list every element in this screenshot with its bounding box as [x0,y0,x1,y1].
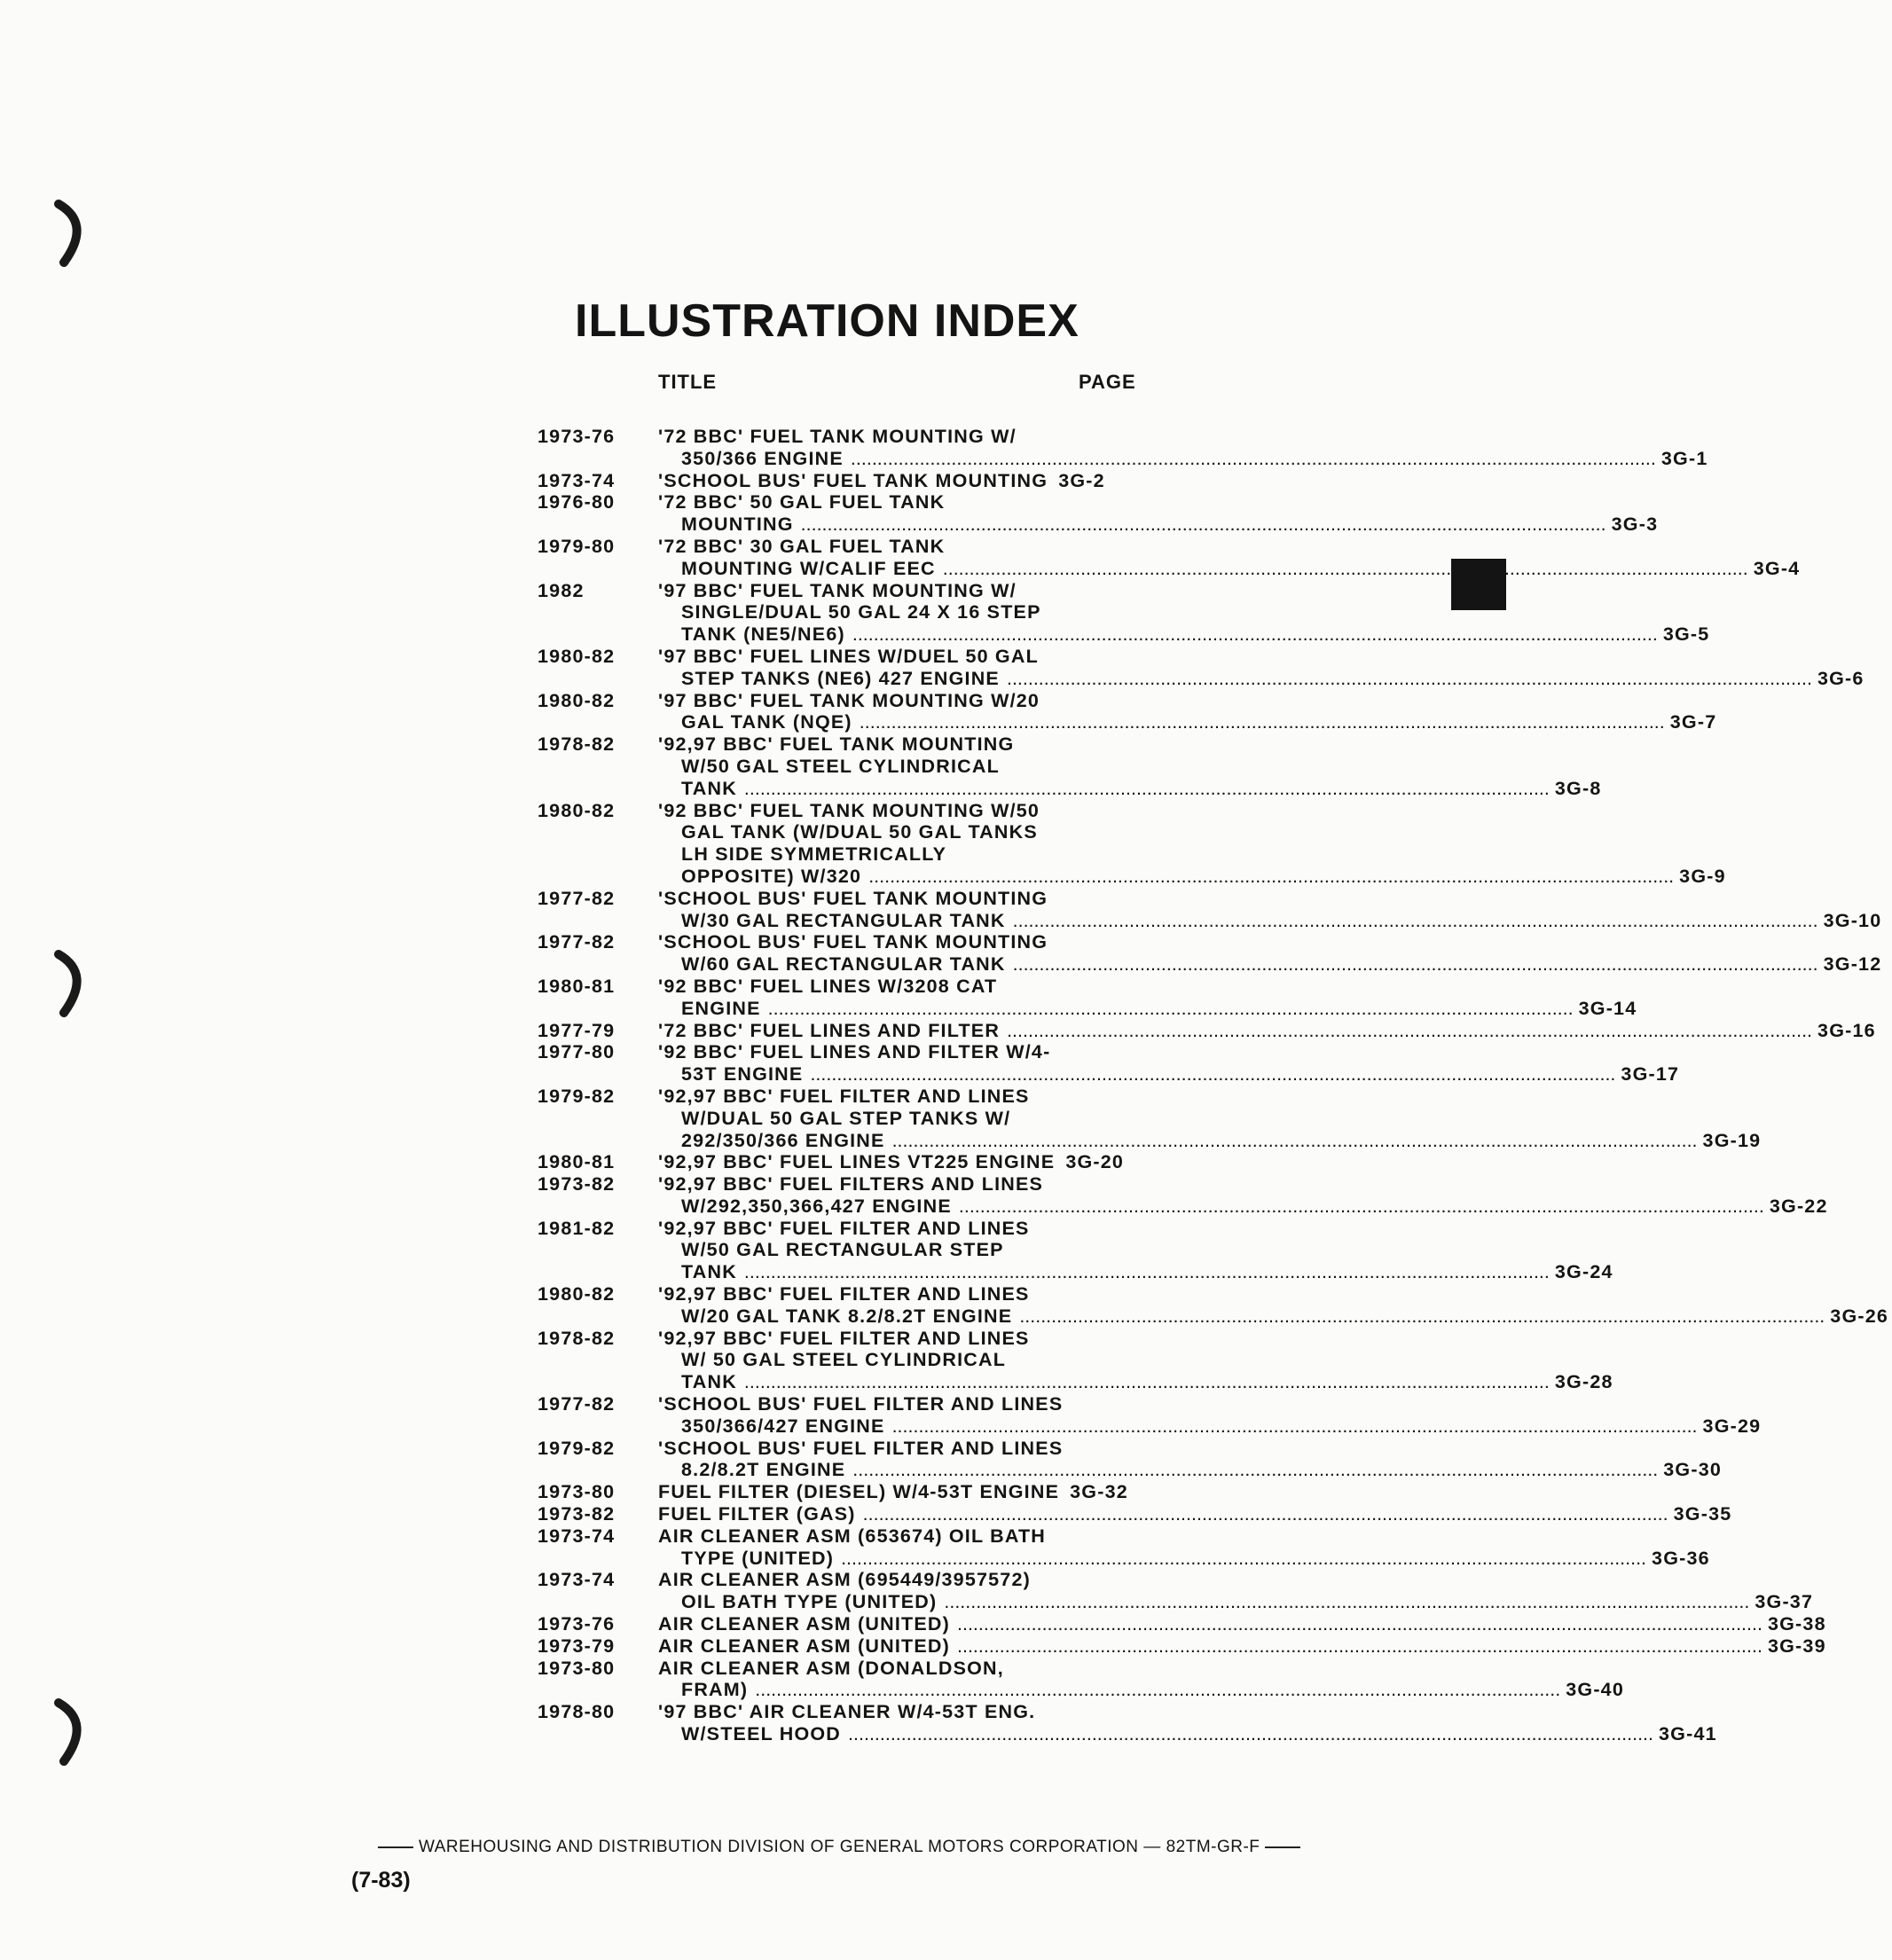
entry-page: 3G-9 [1679,865,1726,887]
entry-title-line: 'SCHOOL BUS' FUEL FILTER AND LINES [658,1437,1064,1459]
binder-hole-mark-top [46,197,99,268]
entry-year: 1977-79 [538,1019,616,1041]
entry-title [658,491,1674,536]
index-entry [538,1217,1613,1283]
index-entry [538,975,1637,1020]
entry-year: 1980-82 [538,689,616,711]
entry-year: 1973-74 [538,469,616,491]
entry-year: 1973-74 [538,1525,616,1547]
entry-year: 1973-74 [538,1569,616,1591]
dot-leader [957,1635,1762,1658]
entry-year: 1982 [538,579,585,601]
entry-title-line: FUEL FILTER (GAS) [658,1503,856,1525]
entry-title-line: AIR CLEANER ASM (DONALDSON, [658,1657,1004,1679]
index-entry [538,1481,1141,1503]
entry-title [658,470,1141,492]
index-entry [538,491,1659,536]
entry-title [658,536,1816,580]
index-entry [538,426,1708,470]
entry-title-line: '92,97 BBC' FUEL FILTER AND LINES [658,1327,1030,1349]
entry-title-line: 'SCHOOL BUS' FUEL TANK MOUNTING [658,887,1048,909]
column-header-title: TITLE [658,371,718,393]
entry-title-line: 'SCHOOL BUS' FUEL TANK MOUNTING [658,469,1048,491]
entry-title-line: W/50 GAL RECTANGULAR STEP [681,1239,1004,1261]
dot-leader [892,1415,1698,1438]
index-entry [538,1173,1828,1218]
entry-page: 3G-40 [1566,1679,1624,1701]
index-entry [538,1437,1723,1482]
entry-page: 3G-30 [1663,1459,1723,1481]
index-entry [538,799,1726,888]
column-header-page: PAGE [1079,371,1136,393]
index-entry [538,1503,1732,1525]
entry-title [658,1020,1880,1042]
index-entry [538,1569,1814,1613]
index-entry [538,1635,1826,1658]
binder-hole-mark-middle [46,947,99,1018]
entry-title-line: SINGLE/DUAL 50 GAL 24 X 16 STEP [681,601,1041,623]
dot-leader [744,778,1550,800]
entry-title-line: 'SCHOOL BUS' FUEL TANK MOUNTING [658,931,1048,953]
dot-leader [801,514,1606,536]
dot-leader [744,1261,1550,1283]
entry-page: 3G-2 [1058,469,1105,491]
dot-leader [1019,1305,1825,1328]
dot-leader [1007,1020,1812,1042]
entry-title-line: TANK [681,1261,737,1283]
entry-title [658,426,1723,470]
entry-title-line: '92,97 BBC' FUEL FILTER AND LINES [658,1217,1030,1239]
entry-title [658,1041,1683,1086]
entry-page: 3G-26 [1830,1305,1889,1327]
entry-year: 1977-80 [538,1041,616,1063]
entry-title [658,1173,1832,1218]
entry-title [658,1701,1721,1745]
entry-page: 3G-17 [1621,1063,1680,1086]
index-entry [538,1393,1762,1438]
binder-hole-mark-bottom [46,1696,99,1767]
entry-page: 3G-19 [1702,1129,1762,1151]
entry-title-line: W/ 50 GAL STEEL CYLINDRICAL [681,1349,1007,1371]
index-entry [538,1613,1826,1635]
entry-year: 1977-82 [538,887,616,909]
entry-title-line: W/DUAL 50 GAL STEP TANKS W/ [681,1107,1011,1129]
entry-title-line: 53T ENGINE [681,1063,804,1086]
entry-page: 3G-28 [1554,1371,1613,1393]
entry-year: 1980-82 [538,799,616,821]
entry-title-line: '92 BBC' FUEL LINES W/3208 CAT [658,975,998,997]
index-entry [538,887,1882,932]
index-entry [538,1019,1876,1042]
entry-title-line: '72 BBC' 50 GAL FUEL TANK [658,491,946,514]
entry-title-line: '72 BBC' FUEL TANK MOUNTING W/ [658,426,1017,447]
entry-title-line: GAL TANK (W/DUAL 50 GAL TANKS [681,821,1038,843]
entry-title-line: FUEL FILTER (DIESEL) W/4-53T ENGINE [658,1481,1060,1503]
entry-page: 3G-20 [1065,1151,1125,1173]
index-entry [538,1085,1762,1151]
index-entry [538,931,1882,976]
entry-year: 1978-82 [538,733,616,756]
dot-leader [755,1679,1560,1701]
entry-year: 1973-80 [538,1481,616,1503]
entry-title [658,1086,1765,1151]
entry-title-line: '72 BBC' 30 GAL FUEL TANK [658,535,946,557]
entry-title-line: TANK [681,1371,737,1393]
entry-title-line: OIL BATH TYPE (UNITED) [681,1591,938,1613]
index-entry [538,1041,1680,1086]
index-entry [538,1701,1717,1745]
entry-page: 3G-3 [1611,514,1659,536]
entry-title [658,690,1732,734]
entry-year: 1979-82 [538,1085,616,1107]
entry-page: 3G-12 [1823,953,1882,976]
index-entry [538,1151,1141,1173]
entry-title-line: '92,97 BBC' FUEL FILTER AND LINES [658,1283,1030,1305]
entry-title [658,646,1880,690]
dot-leader [863,1503,1668,1525]
entry-year: 1977-82 [538,931,616,953]
entry-year: 1980-81 [538,975,616,997]
entry-title-line: '92 BBC' FUEL TANK MOUNTING W/50 [658,799,1040,821]
index-entry [538,1283,1889,1328]
entry-title-line: 8.2/8.2T ENGINE [681,1459,846,1481]
dot-leader [768,998,1574,1020]
entry-title-line: AIR CLEANER ASM (UNITED) [658,1613,950,1635]
entry-year: 1980-81 [538,1151,616,1173]
entry-title [658,1151,1141,1173]
entry-title-line: '97 BBC' AIR CLEANER W/4-53T ENG. [658,1701,1036,1723]
entry-title [658,1525,1714,1570]
entry-title [658,1503,1736,1525]
index-entry [538,535,1801,580]
entry-page: 3G-1 [1660,447,1708,469]
entry-title-line: W/30 GAL RECTANGULAR TANK [681,909,1006,931]
entry-title-line: W/60 GAL RECTANGULAR TANK [681,953,1006,976]
illustration-index-list [538,426,1889,1745]
entry-page: 3G-35 [1673,1503,1732,1525]
dot-leader [892,1130,1698,1152]
dot-leader [852,623,1658,646]
entry-title-line: '92,97 BBC' FUEL FILTERS AND LINES [658,1173,1044,1196]
entry-page: 3G-5 [1662,623,1710,646]
dot-leader [868,866,1674,888]
entry-year: 1981-82 [538,1217,616,1239]
dot-leader [810,1063,1615,1086]
entry-title-line: '92 BBC' FUEL LINES AND FILTER W/4- [658,1041,1051,1063]
entry-title [658,1613,1830,1635]
dot-leader [860,711,1665,733]
entry-title [658,1635,1830,1658]
entry-title-line: '97 BBC' FUEL TANK MOUNTING W/20 [658,689,1040,711]
entry-title-line: '72 BBC' FUEL LINES AND FILTER [658,1019,1001,1041]
entry-title-line: W/20 GAL TANK 8.2/8.2T ENGINE [681,1305,1013,1327]
entry-title-line: ENGINE [681,997,761,1019]
entry-title-line: 'SCHOOL BUS' FUEL FILTER AND LINES [658,1393,1064,1415]
entry-year: 1976-80 [538,491,616,514]
entry-title-line: GAL TANK (NQE) [681,711,852,733]
dot-leader [1013,953,1818,976]
footer-text: WAREHOUSING AND DISTRIBUTION DIVISION OF GENERAL MOTORS CORPORATION — 82TM-GR-F [419,1838,1260,1856]
dot-leader [841,1548,1646,1570]
entry-year: 1978-80 [538,1701,616,1723]
entry-title-line: MOUNTING W/CALIF EEC [681,557,936,579]
dot-leader [852,1459,1658,1481]
index-entry [538,1657,1624,1702]
entry-page: 3G-39 [1767,1635,1826,1657]
entry-page: 3G-8 [1554,777,1602,799]
entry-year: 1979-82 [538,1437,616,1459]
entry-year: 1979-80 [538,535,616,557]
entry-page: 3G-14 [1578,997,1637,1019]
entry-title [658,1218,1617,1283]
entry-title-line: STEP TANKS (NE6) 427 ENGINE [681,667,1000,689]
entry-page: 3G-38 [1767,1613,1826,1635]
index-entry [538,689,1717,734]
footer [373,1838,1348,1857]
entry-title-line: '92,97 BBC' FUEL FILTER AND LINES [658,1085,1030,1107]
dot-leader [744,1371,1550,1393]
entry-year: 1973-82 [538,1173,616,1196]
entry-title-line: '92,97 BBC' FUEL LINES VT225 ENGINE [658,1151,1056,1173]
entry-year: 1973-79 [538,1635,616,1657]
dot-leader [959,1196,1764,1218]
entry-title-line: 350/366 ENGINE [681,447,844,469]
dot-leader [1007,668,1812,690]
dot-leader [848,1723,1653,1745]
entry-title-line: AIR CLEANER ASM (695449/3957572) [658,1569,1031,1591]
entry-page: 3G-10 [1823,909,1882,931]
entry-page: 3G-32 [1070,1481,1128,1503]
dot-leader [851,448,1656,470]
entry-title-line: '97 BBC' FUEL TANK MOUNTING W/ [658,579,1017,601]
entry-year: 1980-82 [538,645,616,667]
entry-title-line: MOUNTING [681,514,794,536]
entry-title [658,800,1741,888]
entry-year: 1980-82 [538,1283,616,1305]
entry-title [658,1569,1817,1613]
entry-page: 3G-7 [1669,711,1717,733]
dot-leader [1013,910,1818,932]
footer-rule-left [378,1846,413,1848]
entry-year: 1973-76 [538,426,616,447]
entry-title-line: AIR CLEANER ASM (UNITED) [658,1635,950,1657]
entry-page: 3G-29 [1702,1415,1762,1437]
entry-title [658,1283,1892,1328]
entry-title-line: LH SIDE SYMMETRICALLY [681,843,947,866]
entry-title-line: '92,97 BBC' FUEL TANK MOUNTING [658,733,1015,756]
entry-page: 3G-41 [1659,1723,1717,1745]
entry-page: 3G-24 [1554,1261,1613,1283]
page-title: ILLUSTRATION INDEX [575,295,1079,347]
entry-title [658,1481,1141,1503]
dot-leader [944,1591,1749,1613]
entry-title [658,888,1886,932]
entry-title [658,580,1725,646]
entry-title [658,931,1886,976]
entry-page: 3G-22 [1769,1195,1828,1217]
entry-title-line: W/50 GAL STEEL CYLINDRICAL [681,755,1000,777]
index-entry [538,1327,1613,1393]
entry-page: 3G-6 [1817,667,1865,689]
entry-title-line: TANK [681,777,737,799]
entry-title [658,1328,1617,1393]
entry-title [658,1658,1628,1702]
entry-year: 1973-76 [538,1613,616,1635]
entry-year: 1978-82 [538,1327,616,1349]
entry-title [658,1438,1725,1482]
index-entry [538,645,1865,690]
entry-title-line: OPPOSITE) W/320 [681,865,862,887]
entry-title-line: AIR CLEANER ASM (653674) OIL BATH [658,1525,1047,1547]
dot-leader [943,558,1748,580]
entry-page: 3G-4 [1753,557,1801,579]
entry-year: 1973-82 [538,1503,616,1525]
entry-page: 3G-16 [1817,1019,1876,1041]
entry-title [658,1393,1765,1438]
entry-title [658,976,1641,1020]
entry-title-line: TYPE (UNITED) [681,1547,835,1569]
entry-title-line: 292/350/366 ENGINE [681,1129,885,1151]
entry-year: 1973-80 [538,1657,616,1679]
entry-title-line: W/STEEL HOOD [681,1723,842,1745]
index-entry [538,579,1710,646]
dot-leader [957,1613,1762,1635]
entry-page: 3G-36 [1652,1547,1710,1569]
entry-title-line: W/292,350,366,427 ENGINE [681,1195,952,1217]
entry-title [658,733,1617,799]
footer-rule-right [1265,1846,1300,1848]
index-entry [538,733,1602,799]
index-entry [538,470,1141,492]
index-entry [538,1525,1710,1570]
entry-title-line: '97 BBC' FUEL LINES W/DUEL 50 GAL [658,645,1039,667]
entry-page: 3G-37 [1755,1591,1814,1613]
entry-year: 1977-82 [538,1393,616,1415]
revision-date: (7-83) [351,1868,411,1893]
entry-title-line: TANK (NE5/NE6) [681,623,845,646]
entry-title-line: 350/366/427 ENGINE [681,1415,885,1437]
entry-title-line: FRAM) [681,1679,749,1701]
